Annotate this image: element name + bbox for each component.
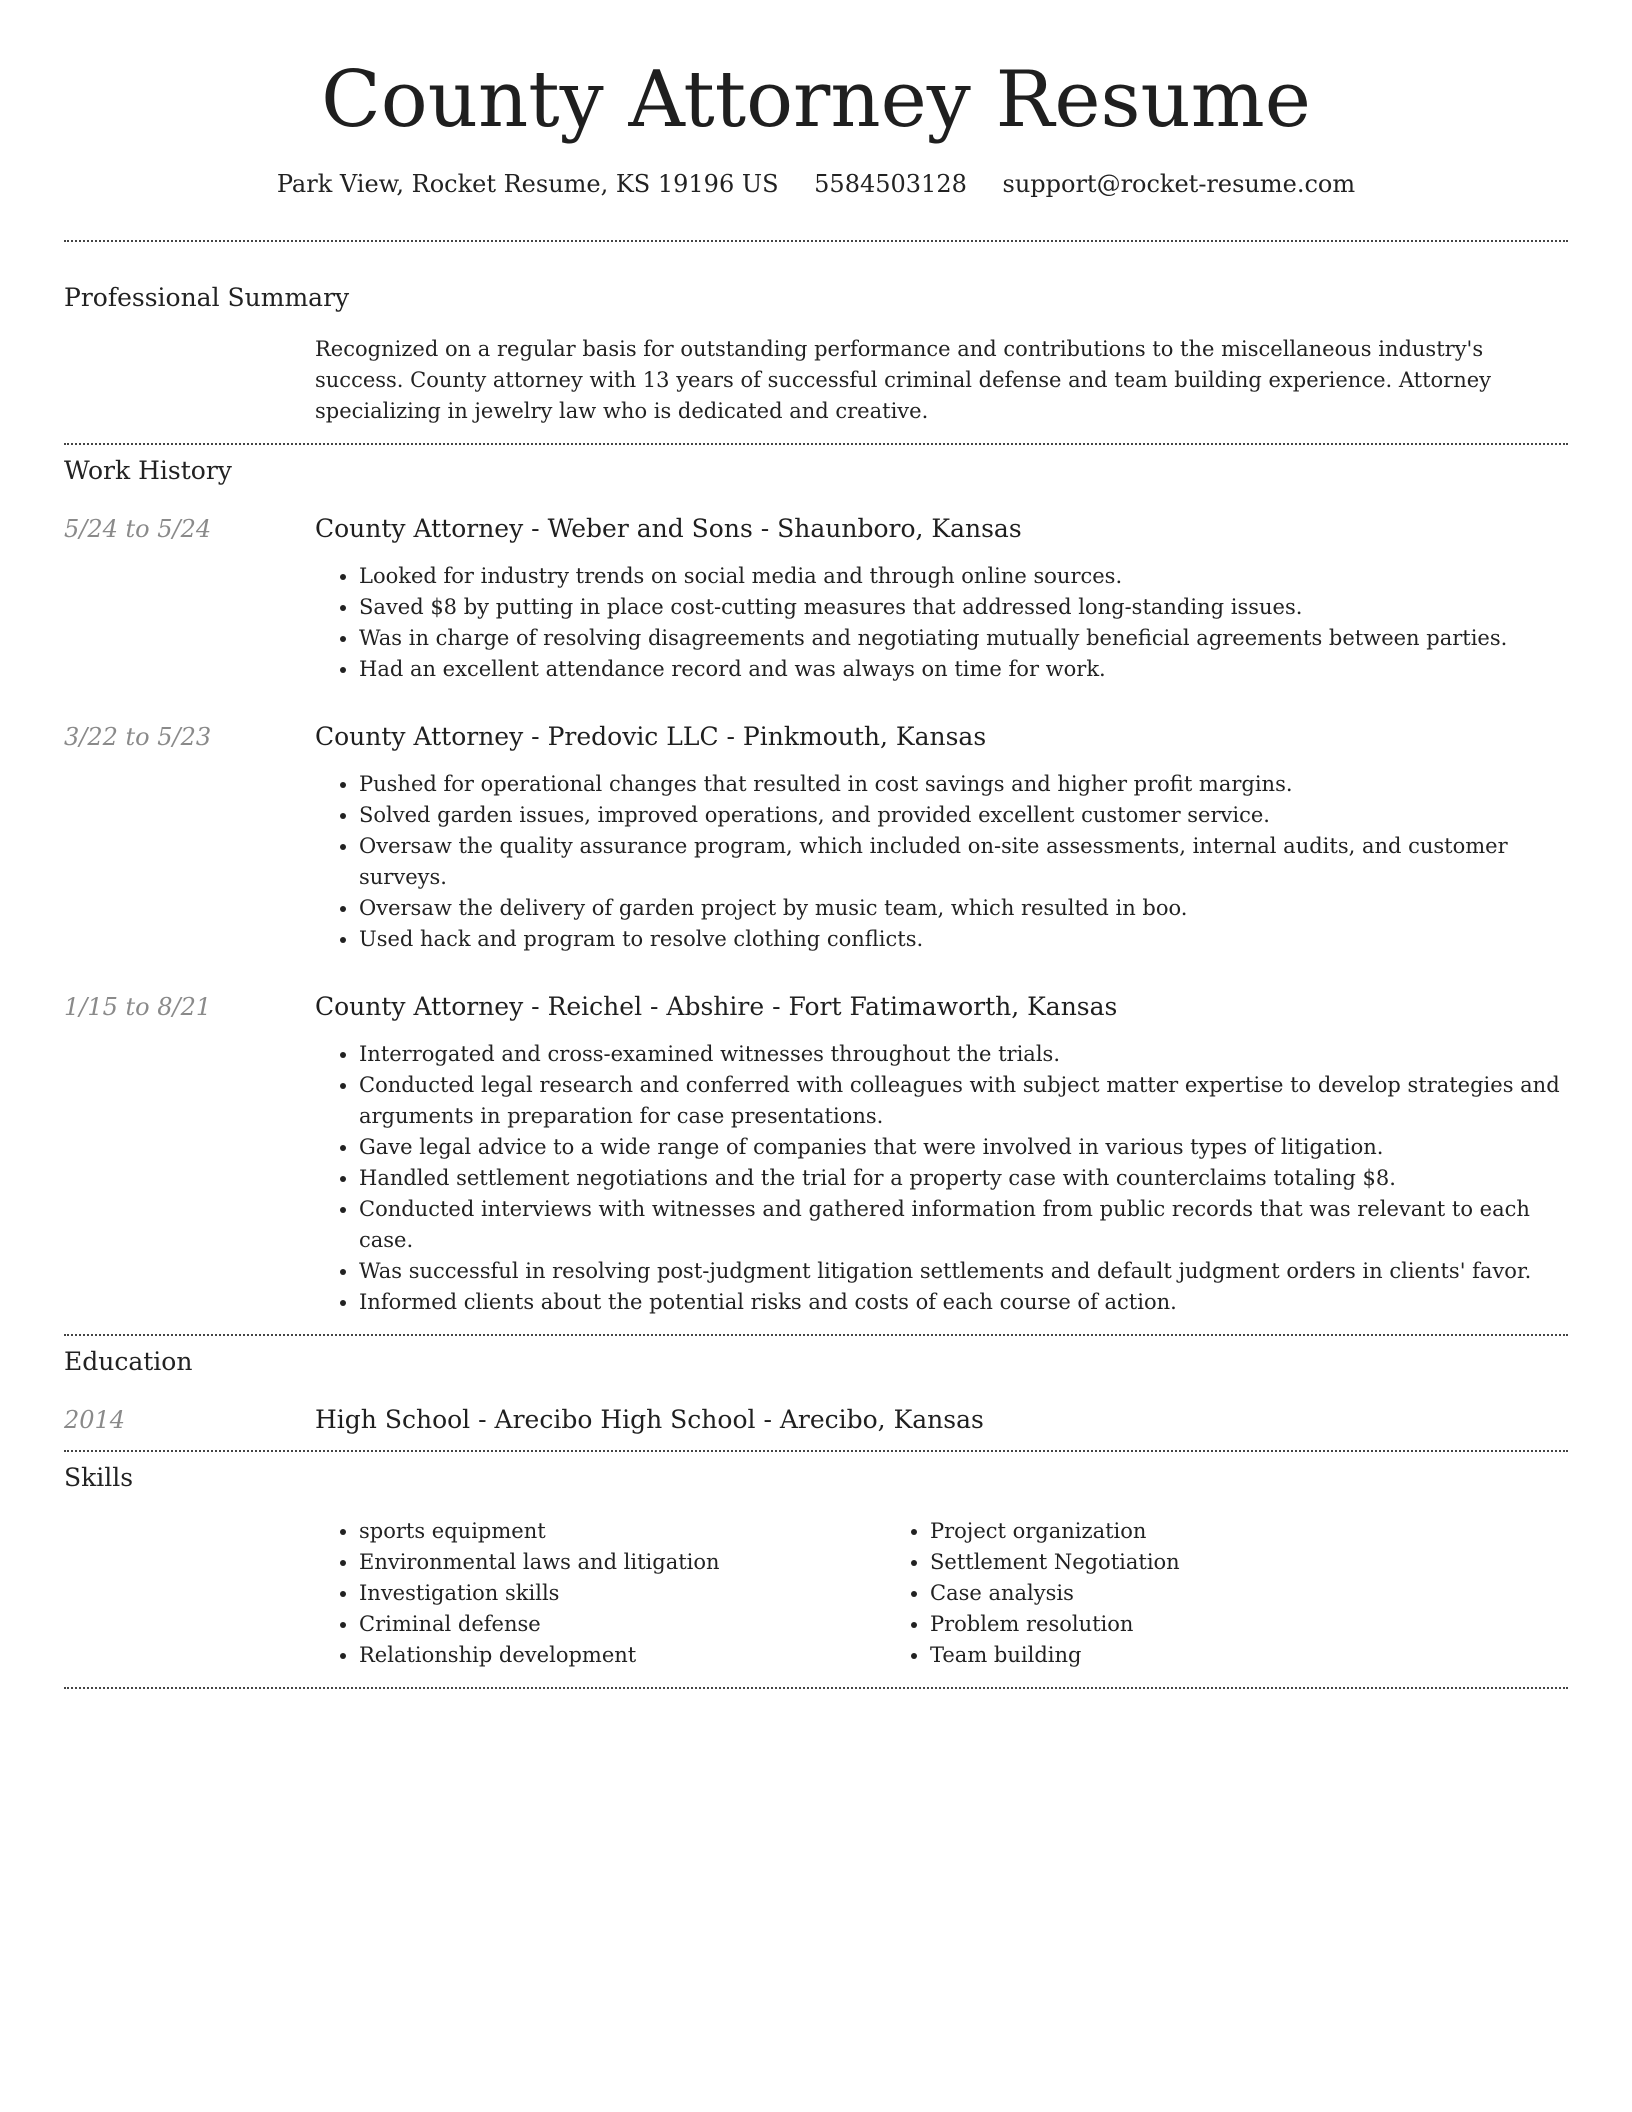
list-item: • Was in charge of resolving disagreements and negotiating mutually beneficial agreements between parties. (359, 623, 1568, 654)
list-item: • Problem resolution (930, 1609, 1457, 1640)
section-title-skills: Skills (64, 1463, 134, 1492)
job-entry (64, 721, 1568, 955)
list-item: • Gave legal advice to a wide range of companies that were involved in various types of litigation. (359, 1132, 1568, 1163)
contact-phone: 5584503128 (814, 170, 967, 198)
job-body (315, 721, 1568, 955)
contact-line (64, 168, 1568, 200)
professional-summary-section (64, 282, 1568, 427)
list-item: • Had an excellent attendance record and was always on time for work. (359, 654, 1568, 685)
job-role: County Attorney - Reichel - Abshire - Fort Fatimaworth, Kansas (315, 992, 1118, 1021)
list-item: • Handled settlement negotiations and the trial for a property case with counterclaims totaling $8. (359, 1163, 1568, 1194)
education-detail: High School - Arecibo High School - Arecibo, Kansas (315, 1405, 984, 1434)
list-item: • Settlement Negotiation (930, 1547, 1457, 1578)
resume-title: County Attorney Resume (321, 55, 1311, 145)
skills-list-right (886, 1516, 1457, 1671)
contact-email: support@rocket-resume.com (1002, 170, 1356, 198)
summary-text: Recognized on a regular basis for outstanding performance and contributions to the miscellaneous industry's success. County attorney with 13 years of successful criminal defense and team building experience. Attorney specializing in jewelry law who is dedicated and creative. (315, 337, 1492, 423)
job-dates: 5/24 to 5/24 (64, 515, 212, 543)
list-item: • Saved $8 by putting in place cost-cutting measures that addressed long-standing issues. (359, 592, 1568, 623)
job-dates: 3/22 to 5/23 (64, 723, 212, 751)
job-bullets (315, 561, 1568, 685)
section-divider (64, 1687, 1568, 1689)
job-body (315, 991, 1568, 1318)
education-body (315, 1404, 1568, 1436)
list-item: • Environmental laws and litigation (359, 1547, 886, 1578)
list-item: • Solved garden issues, improved operations, and provided excellent customer service. (359, 800, 1568, 831)
education-year: 2014 (64, 1406, 126, 1434)
list-item: • Conducted legal research and conferred with colleagues with subject matter expertise to develop strategies and arguments in preparation for case presentations. (359, 1070, 1568, 1132)
list-item: • Case analysis (930, 1578, 1457, 1609)
skills-columns (315, 1516, 1568, 1671)
section-title-work: Work History (64, 456, 232, 485)
section-title-summary: Professional Summary (64, 283, 350, 312)
contact-address: Park View, Rocket Resume, KS 19196 US (276, 170, 779, 198)
resume-header (64, 0, 1568, 200)
list-item: • Was successful in resolving post-judgment litigation settlements and default judgment orders in clients' favor. (359, 1256, 1568, 1287)
list-item: • Looked for industry trends on social media and through online sources. (359, 561, 1568, 592)
work-history-section (64, 445, 1568, 1334)
skills-list-left (315, 1516, 886, 1671)
education-entry (64, 1404, 1568, 1436)
list-item: • sports equipment (359, 1516, 886, 1547)
job-entry (64, 991, 1568, 1318)
section-title-education: Education (64, 1347, 193, 1376)
list-item: • Project organization (930, 1516, 1457, 1547)
list-item: • Used hack and program to resolve clothing conflicts. (359, 924, 1568, 955)
list-item: • Oversaw the delivery of garden project by music team, which resulted in boo. (359, 893, 1568, 924)
list-item: • Relationship development (359, 1640, 886, 1671)
education-section (64, 1336, 1568, 1436)
job-entry (64, 513, 1568, 685)
list-item: • Oversaw the quality assurance program, which included on-site assessments, internal audits, and customer surveys. (359, 831, 1568, 893)
skills-section (64, 1452, 1568, 1671)
list-item: • Pushed for operational changes that resulted in cost savings and higher profit margins. (359, 769, 1568, 800)
job-bullets (315, 769, 1568, 955)
job-role: County Attorney - Weber and Sons - Shaunboro, Kansas (315, 514, 1022, 543)
list-item: • Interrogated and cross-examined witnesses throughout the trials. (359, 1039, 1568, 1070)
header-divider (64, 240, 1568, 242)
list-item: • Conducted interviews with witnesses and gathered information from public records that was relevant to each case. (359, 1194, 1568, 1256)
job-bullets (315, 1039, 1568, 1318)
list-item: • Criminal defense (359, 1609, 886, 1640)
spacer (64, 1318, 1568, 1334)
job-body (315, 513, 1568, 685)
job-role: County Attorney - Predovic LLC - Pinkmouth, Kansas (315, 722, 987, 751)
job-dates: 1/15 to 8/21 (64, 993, 212, 1021)
list-item: • Informed clients about the potential risks and costs of each course of action. (359, 1287, 1568, 1318)
list-item: • Investigation skills (359, 1578, 886, 1609)
list-item: • Team building (930, 1640, 1457, 1671)
